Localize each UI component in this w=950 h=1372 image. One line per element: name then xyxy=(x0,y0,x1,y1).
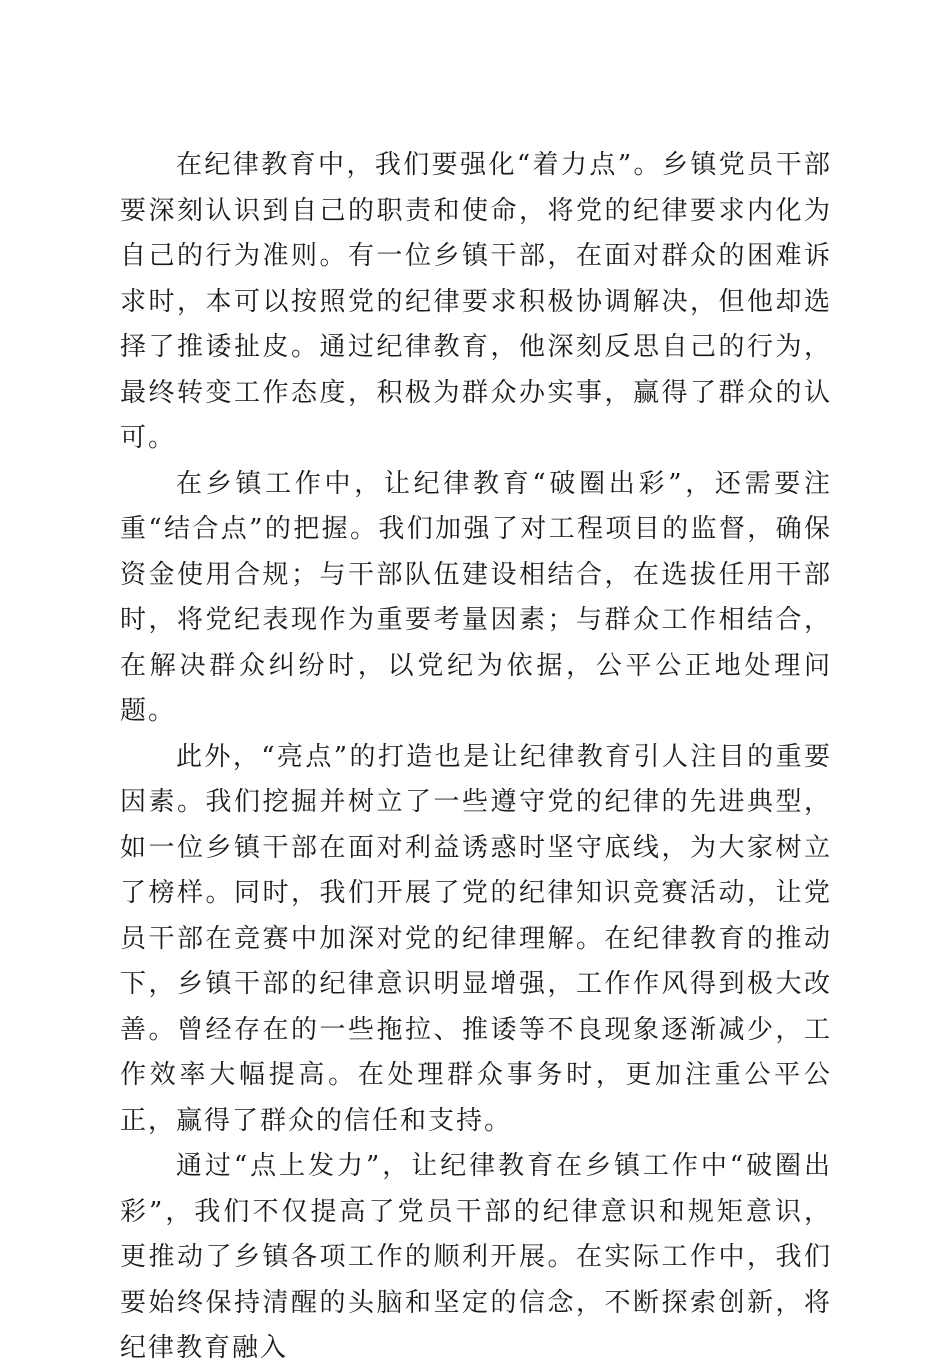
paragraph-highlight-point: 此外，“亮点”的打造也是让纪律教育引人注目的重要因素。我们挖掘并树立了一些遵守党的纪律的先进典型，如一位乡镇干部在面对利益诱惑时坚守底线，为大家树立了榜样。同时，我们开展了党的纪律知识竞赛活动，让党员干部在竞赛中加深对党的纪律理解。在纪律教育的推动下，乡镇干部的纪律意识明显增强，工作作风得到极大改善。曾经存在的一些拖拉、推诿等不良现象逐渐减少，工作效率大幅提高。在处理群众事务时，更加注重公平公正，赢得了群众的信任和支持。 xyxy=(120,741,832,1136)
paragraph-focus-point: 在纪律教育中，我们要强化“着力点”。乡镇党员干部要深刻认识到自己的职责和使命，将党的纪律要求内化为自己的行为准则。有一位乡镇干部，在面对群众的困难诉求时，本可以按照党的纪律要求积极协调解决，但他却选择了推诿扯皮。通过纪律教育，他深刻反思自己的行为，最终转变工作态度，积极为群众办实事，赢得了群众的认可。 xyxy=(120,150,832,453)
document-body xyxy=(120,143,832,1372)
paragraph-combination-point: 在乡镇工作中，让纪律教育“破圈出彩”，还需要注重“结合点”的把握。我们加强了对工程项目的监督，确保资金使用合规；与干部队伍建设相结合，在选拔任用干部时，将党纪表现作为重要考量因素；与群众工作相结合，在解决群众纠纷时，以党纪为依据，公平公正地处理问题。 xyxy=(120,468,832,726)
paragraph-conclusion: 通过“点上发力”，让纪律教育在乡镇工作中“破圈出彩”，我们不仅提高了党员干部的纪律意识和规矩意识，更推动了乡镇各项工作的顺利开展。在实际工作中，我们要始终保持清醒的头脑和坚定的信念，不断探索创新，将纪律教育融入 xyxy=(120,1151,832,1363)
